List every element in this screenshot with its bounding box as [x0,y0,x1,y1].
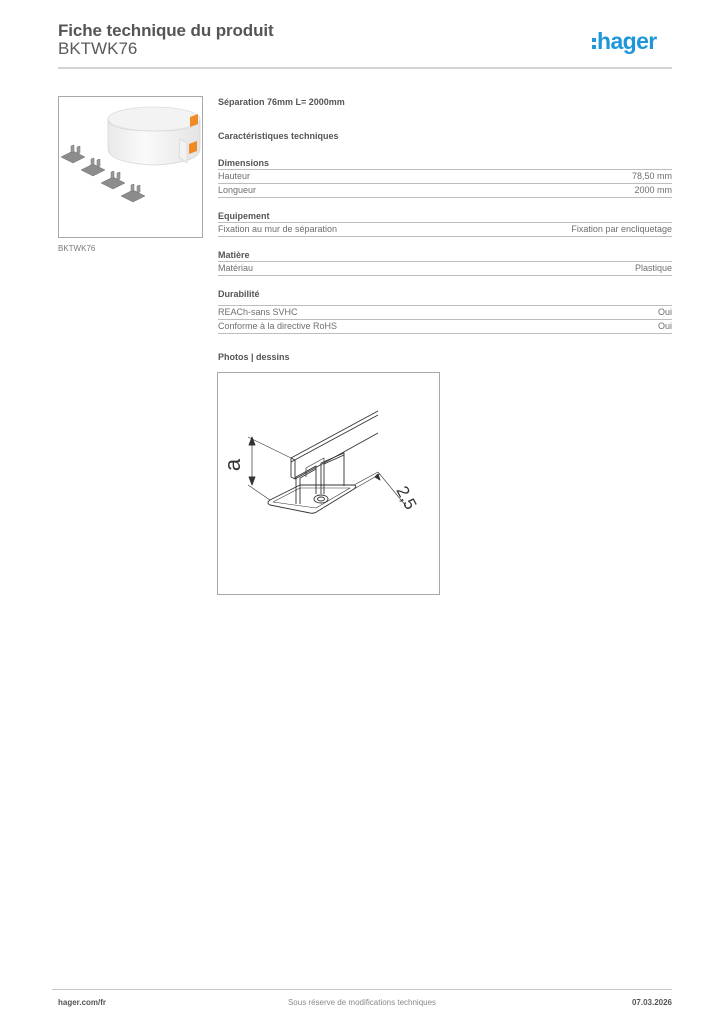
spec-group-equipment [218,209,672,237]
spec-label: Matériau [218,263,254,273]
dimension-label-height: a [220,458,245,472]
product-image [58,96,203,238]
spec-group-material [218,248,672,276]
spec-group-dimensions [218,156,672,198]
technical-drawing [217,372,440,595]
clip-dimension-drawing [218,373,439,594]
spec-value: Plastique [634,263,672,273]
product-photo-illustration [59,97,202,237]
logo-colon-icon [592,38,596,49]
spec-label: Hauteur [218,171,251,181]
product-reference: BKTWK76 [58,39,138,58]
spec-group-durability [218,287,672,334]
spec-value: 78,50 mm [631,171,672,181]
spec-group-title: Dimensions [218,156,672,170]
spec-label: Longueur [218,185,257,195]
spec-value: Oui [657,307,672,317]
product-description: Séparation 76mm L= 2000mm [218,97,345,107]
spec-row [218,320,672,334]
spec-row [218,223,672,237]
photos-drawings-heading: Photos | dessins [218,352,290,362]
footer-disclaimer: Sous réserve de modifications techniques [287,998,437,1007]
footer-divider [52,989,672,990]
spec-group-title: Equipement [218,209,672,223]
dimension-label-thickness: 2,5 [392,482,421,513]
spec-value: Fixation par encliquetage [571,224,672,234]
spec-row [218,184,672,198]
product-image-caption: BKTWK76 [58,244,96,253]
spec-group-title: Matière [218,248,672,262]
header-divider [58,67,672,69]
spec-group-title: Durabilité [218,287,672,306]
spec-value: 2000 mm [634,185,672,195]
spec-row [218,170,672,184]
spec-row [218,306,672,320]
spec-row [218,262,672,276]
logo-text: hager [597,28,657,54]
spec-label: Conforme à la directive RoHS [218,321,338,331]
hager-logo [592,28,657,55]
page-title: Fiche technique du produit [58,21,274,40]
technical-specifications [218,96,672,334]
spec-label: Fixation au mur de séparation [218,224,338,234]
footer-website-link[interactable]: hager.com/fr [58,998,107,1007]
specs-heading: Caractéristiques techniques [218,131,339,141]
spec-label: REACh-sans SVHC [218,307,298,317]
spec-value: Oui [657,321,672,331]
footer-date: 07.03.2026 [631,998,672,1007]
